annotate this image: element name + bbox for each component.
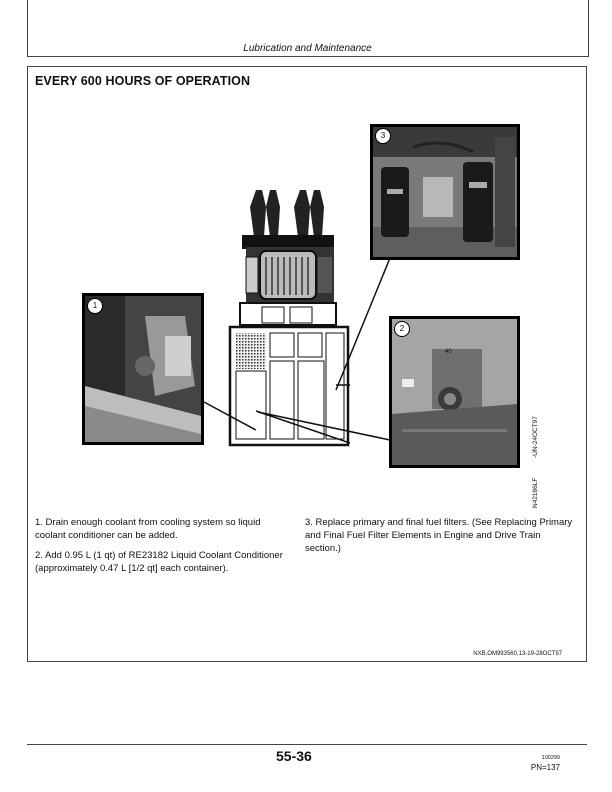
panel-label: 40 <box>445 349 452 355</box>
header-title: Lubrication and Maintenance <box>243 43 372 54</box>
footer-rule <box>27 744 587 745</box>
footer-pn: PN=137 <box>530 763 560 772</box>
callout-2: 2 <box>394 321 410 337</box>
reference-code: NXB,OM993560,13-19-28OCT97 <box>473 651 562 657</box>
callout-1: 1 <box>87 298 103 314</box>
callout-3: 3 <box>375 128 391 144</box>
figure-code-date: -UN-24OCT97 <box>532 416 539 458</box>
photo-conditioner-panel <box>389 316 520 468</box>
page-number: 55-36 <box>276 748 312 764</box>
figure-code-id: N42186LF <box>532 477 539 508</box>
photo-fuel-filters <box>370 124 520 260</box>
section-title: EVERY 600 HOURS OF OPERATION <box>35 74 251 88</box>
photo-coolant-area <box>82 293 204 445</box>
step-1: 1. Drain enough coolant from cooling system so liquid coolant conditioner can be added. <box>35 517 261 541</box>
step-3: 3. Replace primary and final fuel filters. (See Replacing Primary and Final Fuel Filter Elements in Engine and Drive Train section.) <box>305 517 573 554</box>
footer-date-code: 100299 <box>541 755 560 761</box>
step-2: 2. Add 0.95 L (1 qt) of RE23182 Liquid Coolant Conditioner (approximately 0.47 L [1/2 qt] each container). <box>35 550 283 574</box>
